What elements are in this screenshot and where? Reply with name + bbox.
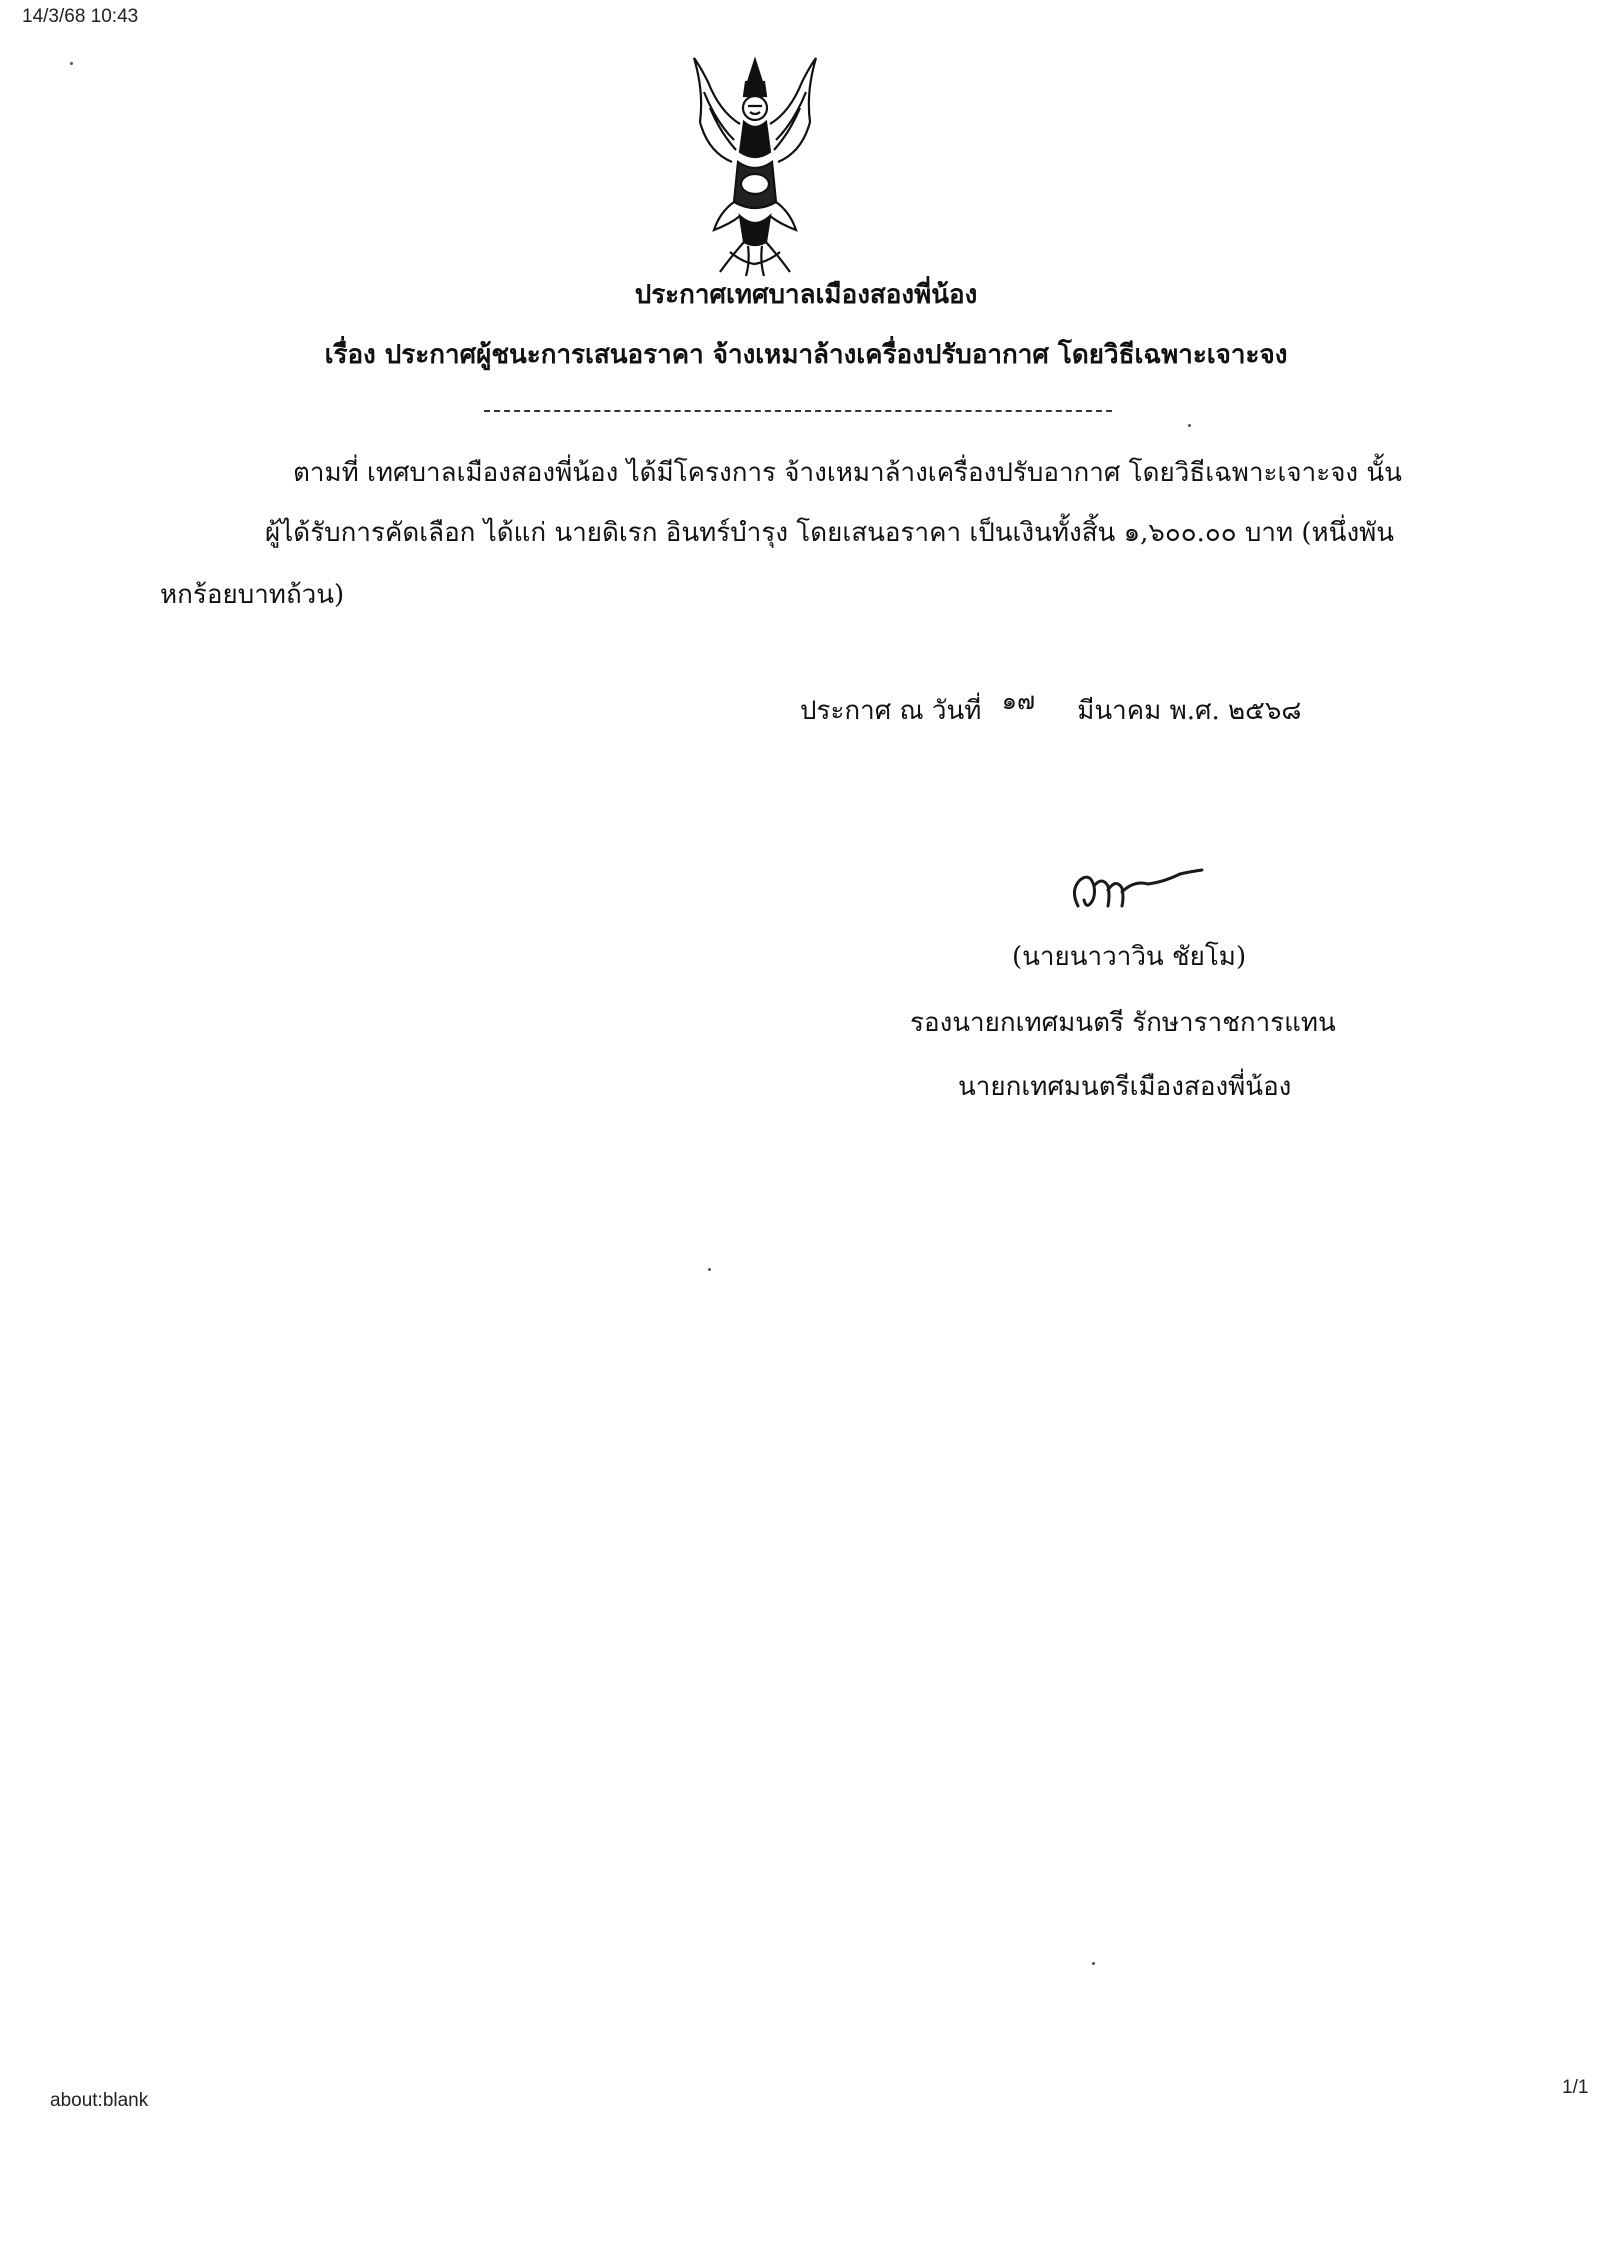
body-paragraph-line-1: ตามที่ เทศบาลเมืองสองพี่น้อง ได้มีโครงการ จ้างเหมาล้างเครื่องปรับอากาศ โดยวิธีเฉพาะเจาะจง นั้น [293, 458, 1402, 488]
document-subject: เรื่อง ประกาศผู้ชนะการเสนอราคา จ้างเหมาล้างเครื่องปรับอากาศ โดยวิธีเฉพาะเจาะจง [324, 340, 1288, 370]
print-timestamp: 14/3/68 10:43 [22, 6, 139, 27]
date-prefix: ประกาศ ณ วันที่ [800, 696, 982, 726]
date-month-year: มีนาคม พ.ศ. ๒๕๖๘ [1077, 696, 1302, 726]
date-day: ๑๗ [1001, 687, 1035, 715]
separator-line [484, 410, 1112, 412]
signatory-position-1: รองนายกเทศมนตรี รักษาราชการแทน [910, 1008, 1336, 1038]
print-url: about:blank [50, 2090, 149, 2111]
org-title: ประกาศเทศบาลเมืองสองพี่น้อง [634, 280, 978, 310]
garuda-emblem-icon [690, 52, 820, 280]
announcement-date [800, 687, 1302, 727]
body-paragraph-line-2: ผู้ได้รับการคัดเลือก ได้แก่ นายดิเรก อินทร์บำรุง โดยเสนอราคา เป็นเงินทั้งสิ้น ๑,๖๐๐.๐๐ บาท (หนึ่งพัน [265, 518, 1395, 548]
scan-speck [70, 62, 73, 65]
signatory-position-2: นายกเทศมนตรีเมืองสองพี่น้อง [958, 1072, 1292, 1102]
scan-speck [708, 1268, 711, 1271]
print-page-number: 1/1 [1562, 2077, 1589, 2098]
signature [1064, 860, 1214, 920]
body-paragraph-line-3: หกร้อยบาทถ้วน) [160, 580, 345, 610]
scan-speck [1188, 424, 1191, 427]
signatory-name: (นายนาวาวิน ชัยโม) [1012, 942, 1247, 972]
scan-speck [1092, 1962, 1095, 1965]
